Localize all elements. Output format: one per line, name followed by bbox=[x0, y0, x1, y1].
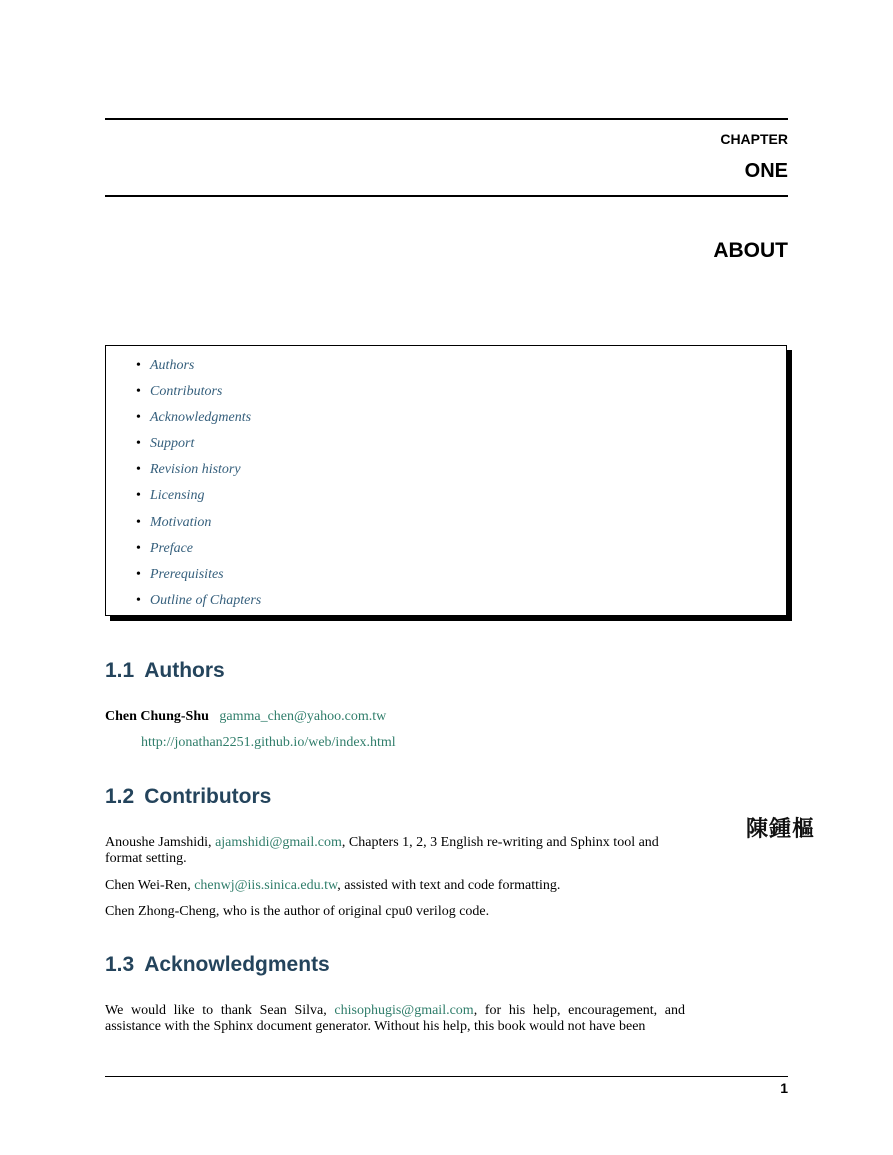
ack-text-before: We would like to thank Sean Silva, bbox=[105, 1003, 335, 1018]
toc-item: • Preface bbox=[136, 540, 194, 556]
table-of-contents bbox=[105, 345, 787, 616]
contributor-name: Anoushe Jamshidi, bbox=[105, 835, 216, 850]
toc-link-authors[interactable]: Authors bbox=[150, 358, 195, 373]
acknowledgments-paragraph bbox=[105, 1003, 685, 1035]
toc-item: • Motivation bbox=[136, 514, 212, 530]
section-title: Authors bbox=[144, 659, 225, 682]
header-bottom-rule bbox=[105, 195, 788, 197]
chapter-label: CHAPTER bbox=[720, 131, 788, 147]
contributor-description: , Chapters 1, 2, 3 English re-writing and Sphinx tool and format setting. bbox=[105, 835, 659, 866]
toc-link-contributors[interactable]: Contributors bbox=[150, 384, 223, 400]
contributor-text: Chen Zhong-Cheng, who is the author of original cpu0 verilog code. bbox=[105, 904, 490, 919]
contributor-entry bbox=[105, 878, 685, 894]
page-number: 1 bbox=[780, 1080, 788, 1096]
toc-link-prerequisites[interactable]: Prerequisites bbox=[150, 566, 224, 582]
toc-link-outline-of-chapters[interactable]: Outline of Chapters bbox=[150, 592, 262, 608]
section-heading-contributors bbox=[105, 785, 271, 809]
chapter-number: ONE bbox=[744, 160, 788, 182]
toc-link-support[interactable]: Support bbox=[150, 436, 195, 452]
author-name: Chen Chung-Shu bbox=[105, 709, 209, 724]
contributor-description: , assisted with text and code formatting. bbox=[337, 878, 561, 893]
top-rule bbox=[105, 118, 788, 120]
chinese-name-signature: 陳鍾樞 bbox=[746, 816, 816, 842]
toc-item: • Contributors bbox=[136, 384, 223, 400]
section-title: Acknowledgments bbox=[144, 953, 330, 976]
contributor-email-link[interactable]: chenwj@iis.sinica.edu.tw bbox=[194, 878, 338, 893]
toc-item: • Outline of Chapters bbox=[136, 592, 262, 608]
contributor-entry bbox=[105, 835, 685, 867]
toc-link-acknowledgments[interactable]: Acknowledgments bbox=[150, 410, 252, 426]
ack-text-after: , for his help, encouragement, and assistance with the Sphinx document generator. Without his help, this book would not have been bbox=[105, 1003, 685, 1034]
toc-link-motivation[interactable]: Motivation bbox=[150, 514, 212, 530]
footer-rule bbox=[105, 1076, 788, 1077]
author-website-link[interactable]: http://jonathan2251.github.io/web/index.html bbox=[141, 735, 396, 750]
section-heading-authors bbox=[105, 659, 225, 683]
author-email-link[interactable]: gamma_chen@yahoo.com.tw bbox=[219, 709, 387, 724]
toc-item: • Authors bbox=[136, 358, 195, 373]
author-url-row bbox=[141, 735, 721, 751]
toc-item: • Acknowledgments bbox=[136, 410, 252, 426]
section-number: 1.2 bbox=[105, 785, 135, 808]
toc-item: • Support bbox=[136, 436, 195, 452]
ack-email-link[interactable]: chisophugis@gmail.com bbox=[334, 1003, 474, 1018]
section-heading-acknowledgments bbox=[105, 953, 330, 977]
toc-item: • Prerequisites bbox=[136, 566, 224, 582]
section-number: 1.3 bbox=[105, 953, 135, 976]
toc-item: • Revision history bbox=[136, 462, 241, 478]
author-entry bbox=[105, 709, 685, 725]
section-title: Contributors bbox=[144, 785, 272, 808]
toc-link-licensing[interactable]: Licensing bbox=[150, 488, 205, 504]
toc-item: • Licensing bbox=[136, 488, 205, 504]
toc-link-revision-history[interactable]: Revision history bbox=[150, 462, 241, 478]
chapter-title: ABOUT bbox=[713, 239, 788, 262]
section-number: 1.1 bbox=[105, 659, 135, 682]
contributor-entry bbox=[105, 904, 685, 920]
toc-link-preface[interactable]: Preface bbox=[150, 540, 194, 556]
contributor-email-link[interactable]: ajamshidi@gmail.com bbox=[215, 835, 342, 850]
contributor-name: Chen Wei-Ren, bbox=[105, 878, 195, 893]
